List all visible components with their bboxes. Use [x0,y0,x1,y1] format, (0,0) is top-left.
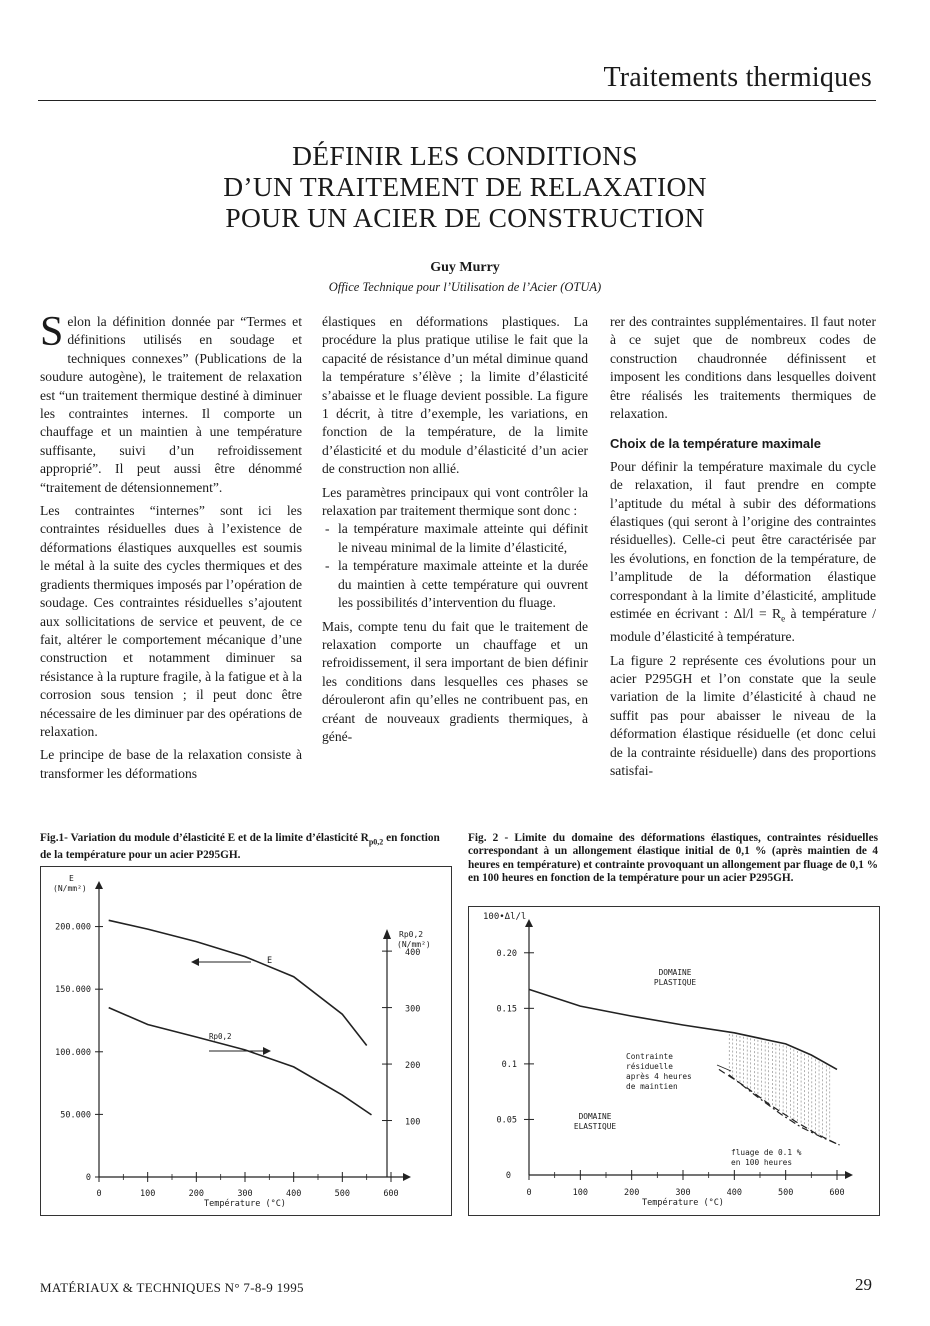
paragraph-text: à température / module d’élasticité à température. [610,606,876,645]
annotation-elastic-domain-line2: ELASTIQUE [573,1122,617,1131]
x-tick-label: 300 [675,1188,691,1198]
x-tick-label: 100 [139,1189,156,1199]
paragraph: rer des contraintes supplémentaires. Il faut noter à ce sujet que de nombreux codes de construction chaudronnée définissent et imposent les conditions dans lesquelles doivent être réalisés les traitements thermiques de relaxation. [610,314,876,422]
y-tick-label: 0.1 [501,1059,517,1070]
annotation-residual-line4: de maintien [626,1082,678,1091]
left-y-tick-label: 150.000 [55,985,91,996]
y-tick-label: 0.05 [496,1115,517,1126]
arrow-head-right [263,1047,271,1055]
article-title [0,140,930,233]
paragraph [40,309,302,497]
y-tick-label: 0.15 [496,1004,517,1015]
title-line-3: POUR UN ACIER DE CONSTRUCTION [225,202,705,233]
figure-2-caption: Fig. 2 - Limite du domaine des déformations élastiques, contraintes résiduelles correspondant à un allongement élastique initial de 0,1 % (après maintien de 4 heures en température) et contrainte provoquant un allongement par fluage de 0,1 % en 100 heures en fonction de la température pour un acier P295GH. [468,832,878,885]
text-column-3 [610,313,876,780]
left-y-tick-label: 50.000 [60,1110,91,1121]
x-tick-label: 0 [96,1189,102,1199]
x-tick-label: 300 [237,1189,253,1199]
annotation-residual-line2: résiduelle [626,1062,673,1071]
paragraph: Les contraintes “internes” sont ici les contraintes résiduelles dues à l’existence de déformations élastiques auxquelles est soumis le métal à la suite des cycles thermiques et des gradients thermiques imposés par l’opération de soudage. Ces contraintes résiduelles s’ajoutent aux sollicitations de service et peuvent, de ce fait, altérer le comportement mécanique d’une construction et notamment diminuer sa résistance à la rupture fragile, à la fatigue et à la corrosion sous tension ; il peut donc être nécessaire de les diminuer par des opérations de relaxation. [40,503,302,739]
text-column-2 [322,313,588,746]
y-tick-label: 0.20 [496,948,517,959]
right-y-tick-label: 100 [405,1117,421,1128]
text-column-1 [40,309,302,783]
x-tick-label: 600 [829,1188,845,1198]
annotation-plastic-domain-line1: DOMAINE [658,968,692,977]
x-tick-label: 600 [383,1189,399,1199]
paragraph: Les paramètres principaux qui vont contrôler la relaxation par traitement thermique sont donc : [322,484,588,519]
paragraph-text: elon la définition donnée par “Termes et définitions utilisés en soudage et techniques connexes” (Publications de la soudure autogène), le traitement de relaxation est “un traitement thermique destiné à diminuer les contraintes internes. Il comporte un chauffage et un maintien à une température suffisante, suivi d’un refroidissement approprié”. Il peut aussi être dénommé “traitement de détensionnement”. [40,314,302,495]
annotation-plastic-domain-line2: PLASTIQUE [653,978,697,987]
series-line-elastic-limit [529,989,837,1069]
series-label-Rp02: Rp0,2 [209,1032,232,1041]
x-tick-label: 200 [623,1188,640,1198]
paragraph-text: Pour définir la température maximale du cycle de relaxation, il faut prendre en compte l’aptitude du métal à subir des déformations élastiques (qui seront à l’origine des contraintes résiduelles). Celle-ci peut être caractérisée par les évolutions, en fonction de la température, de l’amplitude de la déformation élastique correspondant à la limite d’élasticité, amplitude estimée en écrivant : Δl/l = R [610,458,876,622]
paragraph: La figure 2 représente ces évolutions pour un acier P295GH et l’on constate que la seule variation de la limite d’élasticité à chaud ne suffit pas pour abaisser le niveau de la déformation élastique résiduelle (et donc celui de la contrainte résiduelle) dans des proportions satisfai- [610,652,876,779]
x-axis-label: Température (°C) [204,1199,286,1209]
figure-2-svg [469,907,879,1215]
caption-text: en fonction de la température pour un acier P295GH. [40,832,440,861]
x-axis-arrow [403,1173,411,1181]
series-line-Rp02 [109,1008,372,1115]
left-y-tick-label: 0 [85,1173,91,1183]
series-line-E [109,920,367,1045]
x-tick-label: 400 [285,1189,302,1199]
right-y-tick-label: 200 [405,1061,421,1072]
x-tick-label: 0 [526,1188,532,1198]
list-item: - la température maximale atteinte et la durée du maintien à cette température qui ouvrent les possibilités d’intervention du fluage. [322,557,588,612]
annotation-residual-line3: après 4 heures [626,1072,692,1081]
journal-footer: MATÉRIAUX & TECHNIQUES N° 7-8-9 1995 [40,1280,304,1295]
parameter-list [322,520,588,612]
series-line-creep [729,1075,839,1145]
annotation-residual-line1: Contrainte [626,1052,673,1061]
paragraph: Mais, compte tenu du fait que le traitement de relaxation comporte un chauffage et un refroidissement, il sera important de bien définir les conditions dans lesquelles ces phases se dérouleront afin qu’elles ne contribuent pas, en créant de nouveaux gradients thermiques, à géné- [322,618,588,744]
title-line-1: DÉFINIR LES CONDITIONS [292,140,638,171]
paragraph [610,458,876,647]
series-label-E: E [267,956,273,966]
drop-cap: S [40,309,64,355]
left-y-axis-arrow [95,881,103,889]
x-tick-label: 200 [188,1189,205,1199]
figure-1-svg [41,867,451,1215]
caption-text: Fig.1- Variation du module d’élasticité E et de la limite d’élasticité R [40,832,369,844]
paragraph: Le principe de base de la relaxation consiste à transformer les déformations [40,747,302,781]
right-y-tick-label: 300 [405,1004,421,1015]
x-tick-label: 500 [777,1188,794,1198]
section-heading: Choix de la température maximale [610,436,821,452]
title-line-2: D’UN TRAITEMENT DE RELAXATION [223,171,707,202]
annotation-elastic-domain-line1: DOMAINE [578,1112,612,1121]
right-y-axis-label: Rp0,2 [399,930,424,939]
x-tick-label: 500 [334,1189,351,1199]
left-y-tick-label: 200.000 [55,922,91,933]
x-tick-label: 100 [572,1188,589,1198]
subscript: e [781,613,786,624]
x-axis-label: Température (°C) [642,1198,724,1208]
figure-1-caption [40,832,450,862]
left-y-tick-label: 100.000 [55,1047,91,1058]
paragraph: élastiques en déformations plastiques. La procédure la plus pratique utilise le fait que la capacité de résistance d’un métal diminue quand la température s’élève ; la limite d’élasticité s’abaisse et le fluage devient possible. La figure 1 décrit, à titre d’exemple, les variations, en fonction de la température, de la limite d’élasticité et du module d’élasticité d’un acier de construction non allié. [322,314,588,477]
arrow-head-left [191,958,199,966]
header-rule [38,100,876,101]
list-item: - la température maximale atteinte qui définit le niveau minimal de la limite d’élasticité, [322,520,588,557]
caption-subscript: p0,2 [368,837,384,847]
section-title: Traitements thermiques [603,62,872,93]
x-tick-label: 400 [726,1188,743,1198]
y-axis-label: 100•Δl/l [483,912,527,922]
y-tick-label-zero: 0 [505,1171,511,1181]
x-axis-arrow [845,1171,853,1179]
right-y-axis-arrow [383,929,391,939]
annotation-creep-line2: en 100 heures [731,1158,793,1167]
left-y-axis-unit: (N/mm²) [53,884,87,893]
author-name: Guy Murry [430,260,500,275]
annotation-creep-line1: fluage de 0.1 % [731,1148,802,1157]
right-y-axis-unit: (N/mm²) [397,940,431,949]
right-y-tick-label: 400 [405,948,421,959]
page-number: 29 [855,1275,872,1294]
left-y-axis-label: E [69,874,74,883]
author-affiliation: Office Technique pour l’Utilisation de l’Acier (OTUA) [328,280,602,294]
figure-2-chart [468,906,880,1216]
figure-1-chart [40,866,452,1216]
